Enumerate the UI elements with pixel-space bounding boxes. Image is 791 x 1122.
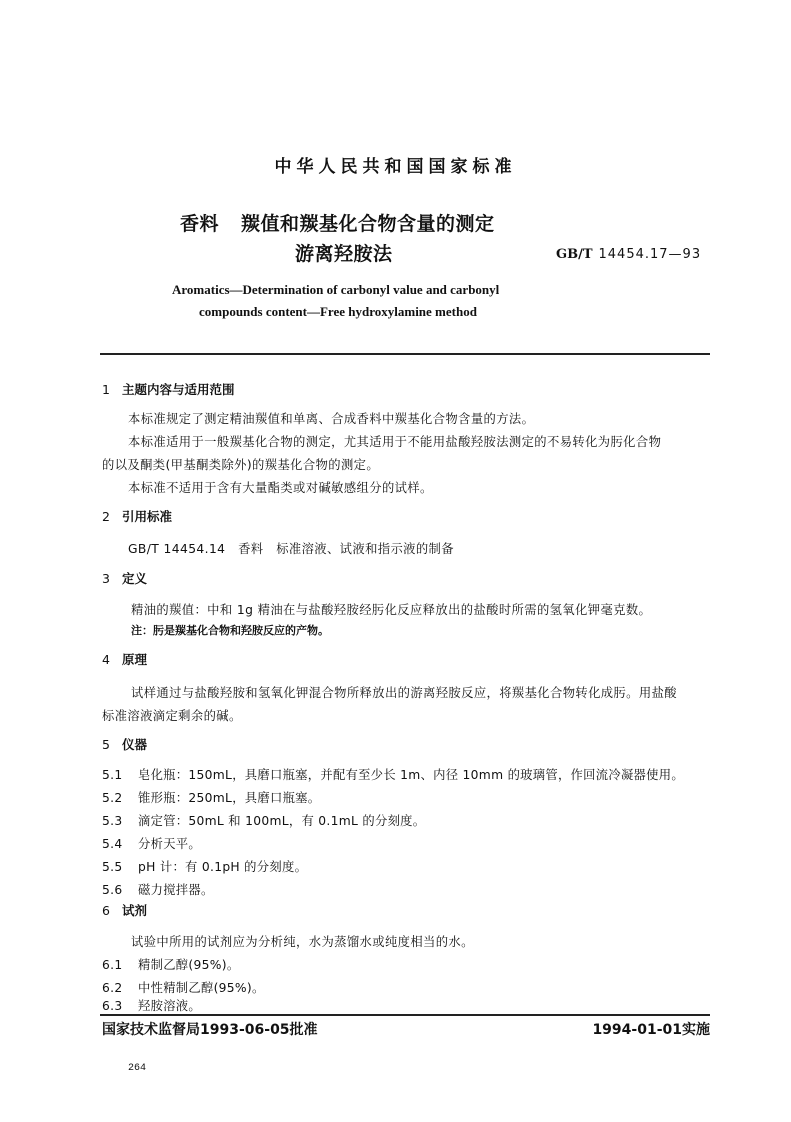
- footer-divider: [100, 1014, 710, 1016]
- section-1-para-2-line-1: 本标准适用于一般羰基化合物的测定，尤其适用于不能用盐酸羟胺法测定的不易转化为肟化合物: [128, 435, 662, 449]
- national-standard-heading: 中华人民共和国国家标准: [274, 157, 517, 177]
- section-6-item: 6.3 羟胺溶液。: [102, 999, 201, 1013]
- standard-code: [556, 247, 701, 262]
- section-1-para-3: 本标准不适用于含有大量酯类或对碱敏感组分的试样。: [128, 481, 433, 495]
- section-2-heading: 2 引用标准: [102, 509, 173, 524]
- section-4-para-line-1: 试样通过与盐酸羟胺和氢氧化钾混合物所释放出的游离羟胺反应，将羰基化合物转化成肟。用盐酸: [131, 686, 677, 700]
- section-2-reference: GB/T 14454.14 香料 标准溶液、试液和指示液的制备: [128, 542, 454, 556]
- section-5-item: 5.4 分析天平。: [102, 837, 201, 851]
- section-4-para-line-2: 标准溶液滴定剩余的碱。: [102, 709, 242, 723]
- document-subtitle: 游离羟胺法: [295, 243, 393, 265]
- section-6-heading: 6 试剂: [102, 903, 148, 918]
- english-title-line2: compounds content—Free hydroxylamine method: [199, 304, 477, 319]
- section-5-item: 5.5 pH 计：有 0.1pH 的分刻度。: [102, 860, 308, 874]
- section-6-item: 6.1 精制乙醇(95%)。: [102, 958, 240, 972]
- section-3-heading: 3 定义: [102, 571, 148, 586]
- standard-code-number: 14454.17—93: [598, 247, 702, 262]
- section-1-para-1: 本标准规定了测定精油羰值和单离、合成香料中羰基化合物含量的方法。: [128, 412, 535, 426]
- approval-date: 国家技术监督局1993-06-05批准: [102, 1022, 318, 1038]
- section-6-item: 6.2 中性精制乙醇(95%)。: [102, 981, 265, 995]
- section-5-heading: 5 仪器: [102, 737, 148, 752]
- section-5-item: 5.6 磁力搅拌器。: [102, 883, 214, 897]
- standard-code-prefix: GB/T: [556, 247, 593, 262]
- section-3-definition: 精油的羰值：中和 1g 精油在与盐酸羟胺经肟化反应释放出的盐酸时所需的氢氧化钾毫克数。: [131, 603, 652, 617]
- section-3-note: 注：肟是羰基化合物和羟胺反应的产物。: [131, 624, 329, 637]
- title-category: 香料: [180, 213, 220, 235]
- section-4-heading: 4 原理: [102, 652, 148, 667]
- section-1-heading: 1 主题内容与适用范围: [102, 382, 235, 397]
- section-1-para-2-line-2: 的以及酮类(甲基酮类除外)的羰基化合物的测定。: [102, 458, 380, 472]
- page-number: 264: [128, 1063, 147, 1074]
- section-5-item: 5.2 锥形瓶：250mL，具磨口瓶塞。: [102, 791, 321, 805]
- header-divider: [100, 353, 710, 355]
- section-5-item: 5.3 滴定管：50mL 和 100mL，有 0.1mL 的分刻度。: [102, 814, 426, 828]
- implementation-date: 1994-01-01实施: [592, 1022, 710, 1038]
- title-main: 羰值和羰基化合物含量的测定: [241, 213, 495, 235]
- document-title: [180, 209, 495, 236]
- english-title-line1: Aromatics—Determination of carbonyl value and carbonyl: [172, 282, 500, 297]
- section-6-intro: 试验中所用的试剂应为分析纯，水为蒸馏水或纯度相当的水。: [131, 935, 474, 949]
- section-5-item: 5.1 皂化瓶：150mL，具磨口瓶塞，并配有至少长 1m、内径 10mm 的玻璃管，作回流冷凝器使用。: [102, 768, 684, 782]
